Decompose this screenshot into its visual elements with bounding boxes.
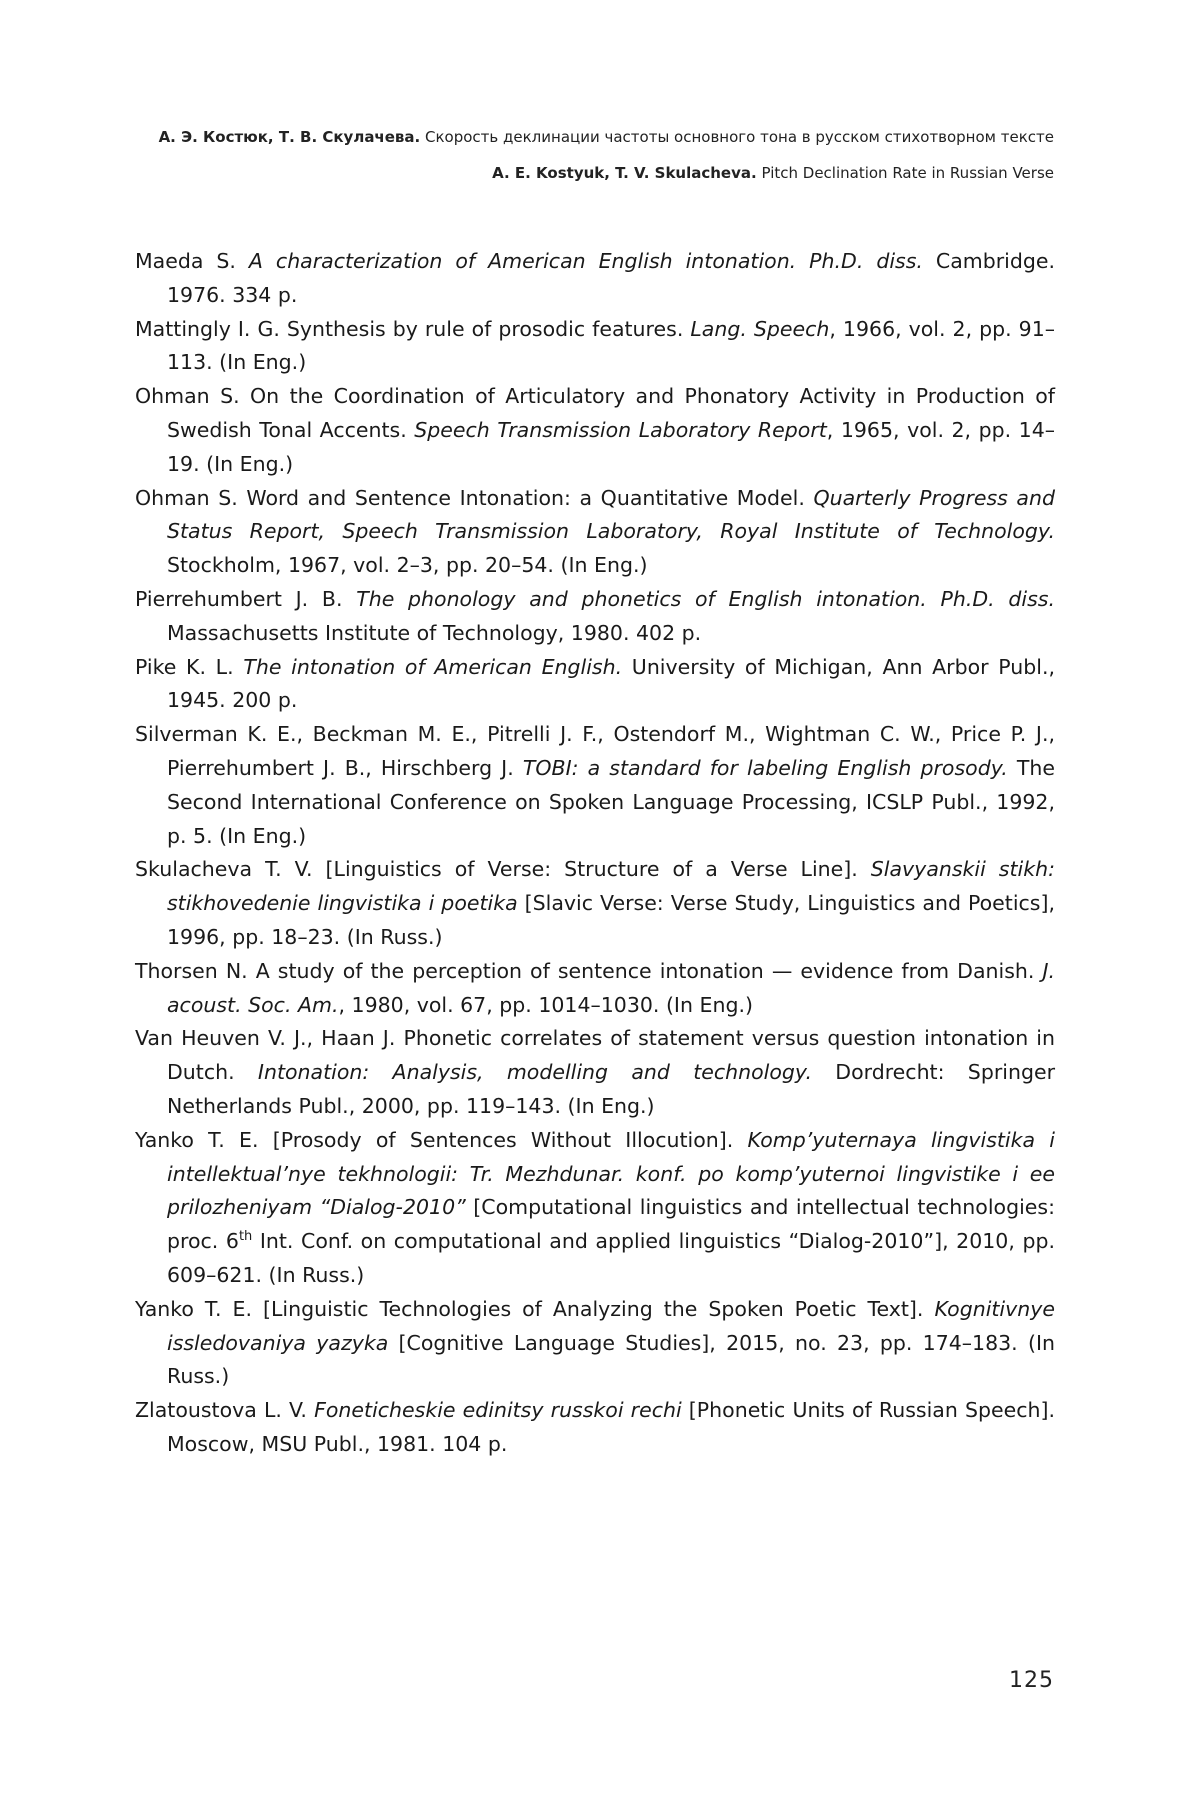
reference-text: Pierrehumbert J. B. [135, 586, 357, 611]
running-header-russian [54, 128, 1054, 146]
reference-italic-title: Foneticheskie edinitsy russkoi rechi [314, 1398, 682, 1423]
reference-text: [Cognitive Language Studies], 2015, no. 23, pp. 174–183. (In Russ.) [167, 1330, 1055, 1389]
reference-italic-title: TOBI: a standard for labeling English prosody. [522, 755, 1008, 780]
reference-text: Mattingly I. G. Synthesis by rule of prosodic features. [135, 316, 691, 341]
reference-text: Van Heuven V. J., Haan J. Phonetic correlates of statement versus question intonation in Dutch. [135, 1026, 1055, 1085]
reference-text: , 1965, vol. 2, pp. 14–19. (In Eng.) [167, 417, 1056, 476]
reference-superscript: th [238, 1229, 253, 1245]
header-title-russian: Скорость деклинации частоты основного тона в русском стихотворном тексте [425, 128, 1054, 146]
reference-entry [135, 245, 1055, 313]
reference-italic-title: Intonation: Analysis, modelling and technology. [257, 1060, 812, 1085]
reference-entry [135, 1124, 1055, 1293]
reference-entry [135, 380, 1055, 481]
reference-entry [135, 955, 1055, 1023]
reference-list [135, 245, 1055, 1462]
reference-text: Stockholm, 1967, vol. 2–3, pp. 20–54. (In Eng.) [167, 553, 648, 578]
reference-entry [135, 482, 1055, 583]
reference-italic-title: Slavyanskii stikh: stikhovedenie lingvistika i poetika [167, 857, 1055, 916]
reference-italic-title: Lang. Speech [690, 316, 830, 341]
reference-text: Int. Conf. on computational and applied linguistics “Dialog-2010”], 2010, pp. 609–621. (In Russ.) [167, 1229, 1055, 1287]
running-header-english [54, 164, 1054, 182]
reference-italic-title: A characterization of American English intonation. Ph.D. diss. [248, 249, 923, 273]
reference-text: [Computational linguistics and intellectual technologies: proc. 6 [167, 1195, 1055, 1254]
reference-italic-title: The intonation of American English. [243, 654, 623, 679]
reference-entry [135, 853, 1055, 954]
reference-text: Yanko T. E. [Linguistic Technologies of Analyzing the Spoken Poetic Text]. [135, 1296, 935, 1321]
reference-text: [Slavic Verse: Verse Study, Linguistics and Poetics], 1996, pp. 18–23. (In Russ.) [167, 891, 1055, 949]
reference-text: Zlatoustova L. V. [135, 1398, 315, 1423]
reference-italic-title: The phonology and phonetics of English intonation. Ph.D. diss. [356, 586, 1055, 611]
reference-text: Yanko T. E. [Prosody of Sentences Without Illocution]. [135, 1127, 748, 1152]
reference-text: [Phonetic Units of Russian Speech]. Moscow, MSU Publ., 1981. 104 p. [167, 1398, 1055, 1456]
reference-text: Massachusetts Institute of Technology, 1980. 402 p. [167, 620, 702, 645]
reference-entry [135, 718, 1055, 853]
reference-entry [135, 1022, 1055, 1123]
reference-text: University of Michigan, Ann Arbor Publ., 1945. 200 p. [167, 654, 1056, 713]
reference-text: Maeda S. [135, 249, 249, 273]
reference-entry [135, 1293, 1055, 1394]
reference-text: Ohman S. On the Coordination of Articulatory and Phonatory Activity in Production of Swedish Tonal Accents. [135, 384, 1055, 442]
reference-entry [135, 313, 1055, 381]
reference-text: Silverman K. E., Beckman M. E., Pitrelli J. F., Ostendorf M., Wightman C. W., Price P. J., Pierrehumbert J. B., Hirschberg J. [135, 722, 1055, 780]
reference-italic-title: J. acoust. Soc. Am. [167, 958, 1055, 1017]
reference-italic-title: Speech Transmission Laboratory Report [414, 417, 827, 442]
reference-text: , 1966, vol. 2, pp. 91–113. (In Eng.) [167, 316, 1055, 375]
reference-text: Skulacheva T. V. [Linguistics of Verse: Structure of a Verse Line]. [135, 857, 871, 882]
reference-text: Dordrecht: Springer Netherlands Publ., 2000, pp. 119–143. (In Eng.) [167, 1060, 1056, 1118]
page-number: 125 [1009, 1668, 1054, 1693]
header-authors-russian: А. Э. Костюк, Т. В. Скулачева. [158, 128, 421, 146]
reference-italic-title: Kognitivnye issledovaniya yazyka [167, 1296, 1055, 1355]
reference-entry [135, 651, 1055, 719]
reference-italic-title: Quarterly Progress and Status Report, Speech Transmission Laboratory, Royal Institute of Technology. [167, 485, 1055, 544]
reference-text: Ohman S. Word and Sentence Intonation: a Quantitative Model. [135, 485, 814, 510]
header-authors-english: A. E. Kostyuk, T. V. Skulacheva. [492, 164, 757, 182]
reference-text: Thorsen N. A study of the perception of sentence intonation — evidence from Danish. [135, 958, 1043, 983]
reference-text: Pike K. L. [135, 654, 244, 679]
reference-entry [135, 1394, 1055, 1462]
reference-entry [135, 583, 1055, 651]
header-title-english: Pitch Declination Rate in Russian Verse [761, 164, 1054, 182]
reference-text: The Second International Conference on Spoken Language Processing, ICSLP Publ., 1992, p. 5. (In Eng.) [167, 755, 1055, 848]
reference-text: , 1980, vol. 67, pp. 1014–1030. (In Eng.) [338, 992, 753, 1017]
reference-italic-title: Komp’yuternaya lingvistika i intellektual’nye tekhnologii: Tr. Mezhdunar. konf. po komp’yuternoi lingvistike i ee prilozheniyam “Dialog-2010” [167, 1127, 1055, 1220]
reference-text: Cambridge. 1976. 334 p. [167, 249, 1056, 307]
